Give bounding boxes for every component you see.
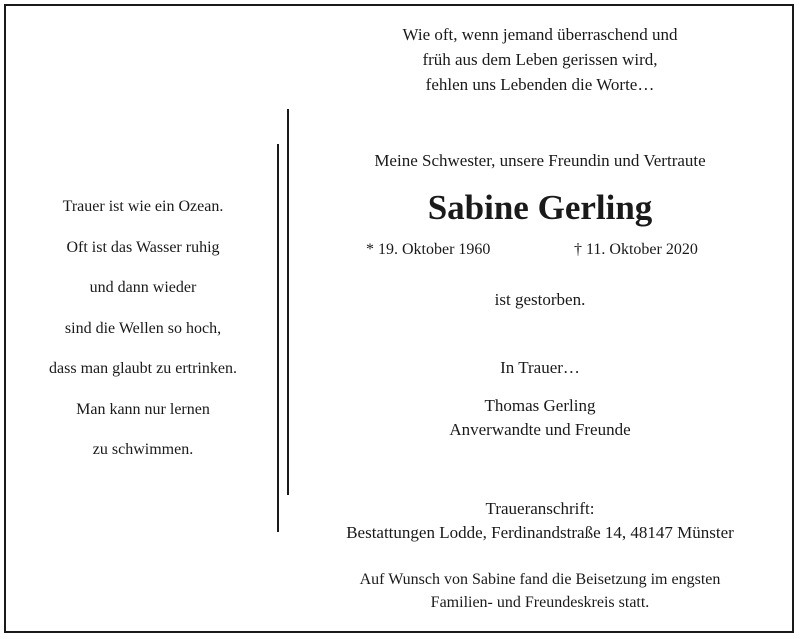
poem [18, 187, 268, 471]
birth-date: * 19. Oktober 1960 [366, 241, 491, 258]
burial-note [310, 568, 770, 614]
poem-line: und dann wieder [89, 279, 197, 296]
quote-line: Wie oft, wenn jemand überraschend und [402, 25, 678, 44]
address-value: Bestattungen Lodde, Ferdinandstraße 14, 48147 Münster [346, 523, 734, 542]
divider-line-secondary [277, 144, 279, 532]
divider-line-primary [287, 109, 289, 495]
quote-line: früh aus dem Leben gerissen wird, [422, 50, 658, 69]
mourners [310, 394, 770, 442]
poem-line: zu schwimmen. [92, 441, 194, 458]
mourner-line: Thomas Gerling [484, 396, 596, 415]
poem-line: sind die Wellen so hoch, [64, 319, 222, 337]
address-label: Traueranschrift: [485, 499, 595, 518]
poem-line: Trauer ist wie ein Ozean. [62, 198, 224, 215]
mourner-line: Anverwandte und Freunde [449, 420, 631, 439]
deceased-name: Sabine Gerling [427, 188, 653, 227]
opening-quote [310, 22, 770, 97]
passed-away-text: ist gestorben. [494, 290, 586, 309]
burial-line: Familien- und Freundeskreis statt. [430, 594, 650, 611]
poem-line: Oft ist das Wasser ruhig [66, 238, 220, 256]
in-mourning-label: In Trauer… [500, 358, 580, 377]
burial-line: Auf Wunsch von Sabine fand die Beisetzung im engsten [359, 571, 721, 588]
quote-line: fehlen uns Lebenden die Worte… [425, 75, 655, 94]
relationship-intro: Meine Schwester, unsere Freundin und Vertraute [374, 151, 706, 170]
poem-line: dass man glaubt zu ertrinken. [49, 360, 237, 377]
mourning-address [310, 497, 770, 545]
poem-line: Man kann nur lernen [76, 400, 210, 418]
death-date: † 11. Oktober 2020 [574, 241, 698, 258]
